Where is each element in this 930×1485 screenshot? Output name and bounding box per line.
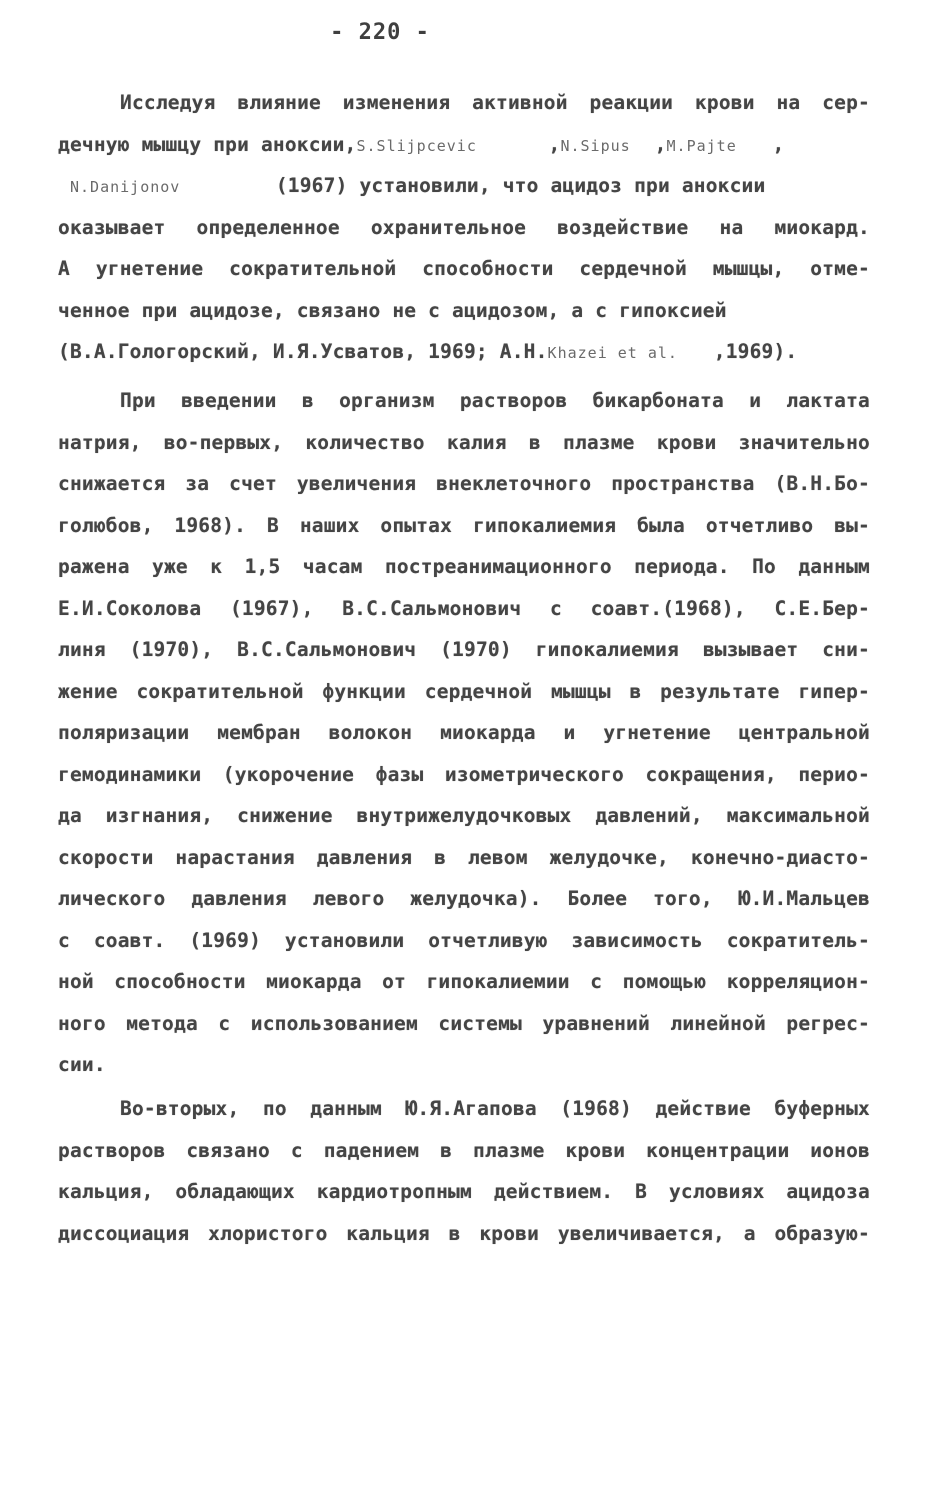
paragraph-2	[58, 380, 870, 1086]
text-line: растворов связано с падением в плазме крови концентрации ионов	[58, 1138, 870, 1162]
text-line: скорости нарастания давления в левом желудочке, конечно-диасто-	[58, 845, 870, 869]
text-line: натрия, во-первых, количество калия в плазме крови значительно	[58, 430, 870, 454]
text-line: А угнетение сократительной способности сердечной мышцы, отме-	[58, 257, 870, 280]
text-line: да изгнания, снижение внутрижелудочковых давлений, максимальной	[58, 804, 870, 827]
text-line: кальция, обладающих кардиотропным действием. В условиях ацидоза	[58, 1180, 870, 1203]
paragraph-3	[58, 1088, 870, 1254]
text-line: ражена уже к 1,5 часам постреанимационного периода. По данным	[58, 555, 870, 578]
text-line: Во-вторых, по данным Ю.Я.Агапова (1968) действие буферных	[120, 1097, 870, 1120]
text-line: сии.	[58, 1053, 106, 1076]
text-line: дечную мышцу при аноксии,S.Slijpcevic ,N.Sipus ,M.Pajte ,	[58, 132, 785, 156]
text-line: ной способности миокарда от гипокалиемии с помощью корреляцион-	[58, 970, 870, 993]
text-line: При введении в организм растворов бикарбоната и лактата	[120, 389, 870, 412]
text-line: (В.А.Гологорский, И.Я.Усватов, 1969; А.Н.Khazei et al. ,1969).	[58, 340, 798, 363]
text-line: жение сократительной функции сердечной мышцы в результате гипер-	[58, 679, 870, 703]
text-line: с соавт. (1969) установили отчетливую зависимость сократитель-	[58, 928, 870, 952]
text-line: Исследуя влияние изменения активной реакции крови на сер-	[120, 91, 870, 114]
text-line: голюбов, 1968). В наших опытах гипокалиемия была отчетливо вы-	[58, 513, 870, 537]
text-line: поляризации мембран волокон миокарда и угнетение центральной	[58, 721, 870, 744]
page-number: - 220 -	[330, 20, 430, 45]
text-line: ного метода с использованием системы уравнений линейной регрес-	[58, 1011, 870, 1035]
text-line: линя (1970), В.С.Сальмонович (1970) гипокалиемия вызывает сни-	[58, 638, 870, 661]
text-line: N.Danijonov (1967) установили, что ацидоз при аноксии	[70, 174, 766, 197]
paragraph-1	[58, 82, 870, 373]
text-line: Е.И.Соколова (1967), В.С.Сальмонович с соавт.(1968), С.Е.Бер-	[58, 596, 870, 620]
text-line: снижается за счет увеличения внеклеточного пространства (В.Н.Бо-	[58, 472, 870, 495]
text-line: гемодинамики (укорочение фазы изометрического сокращения, перио-	[58, 762, 870, 786]
text-line: диссоциация хлористого кальция в крови увеличивается, а образую-	[58, 1221, 870, 1245]
text-line: оказывает определенное охранительное воздействие на миокард.	[58, 215, 870, 239]
text-line: лического давления левого желудочка). Более того, Ю.И.Мальцев	[58, 887, 870, 910]
text-line: ченное при ацидозе, связано не с ацидозом, а с гипоксией	[58, 298, 727, 322]
